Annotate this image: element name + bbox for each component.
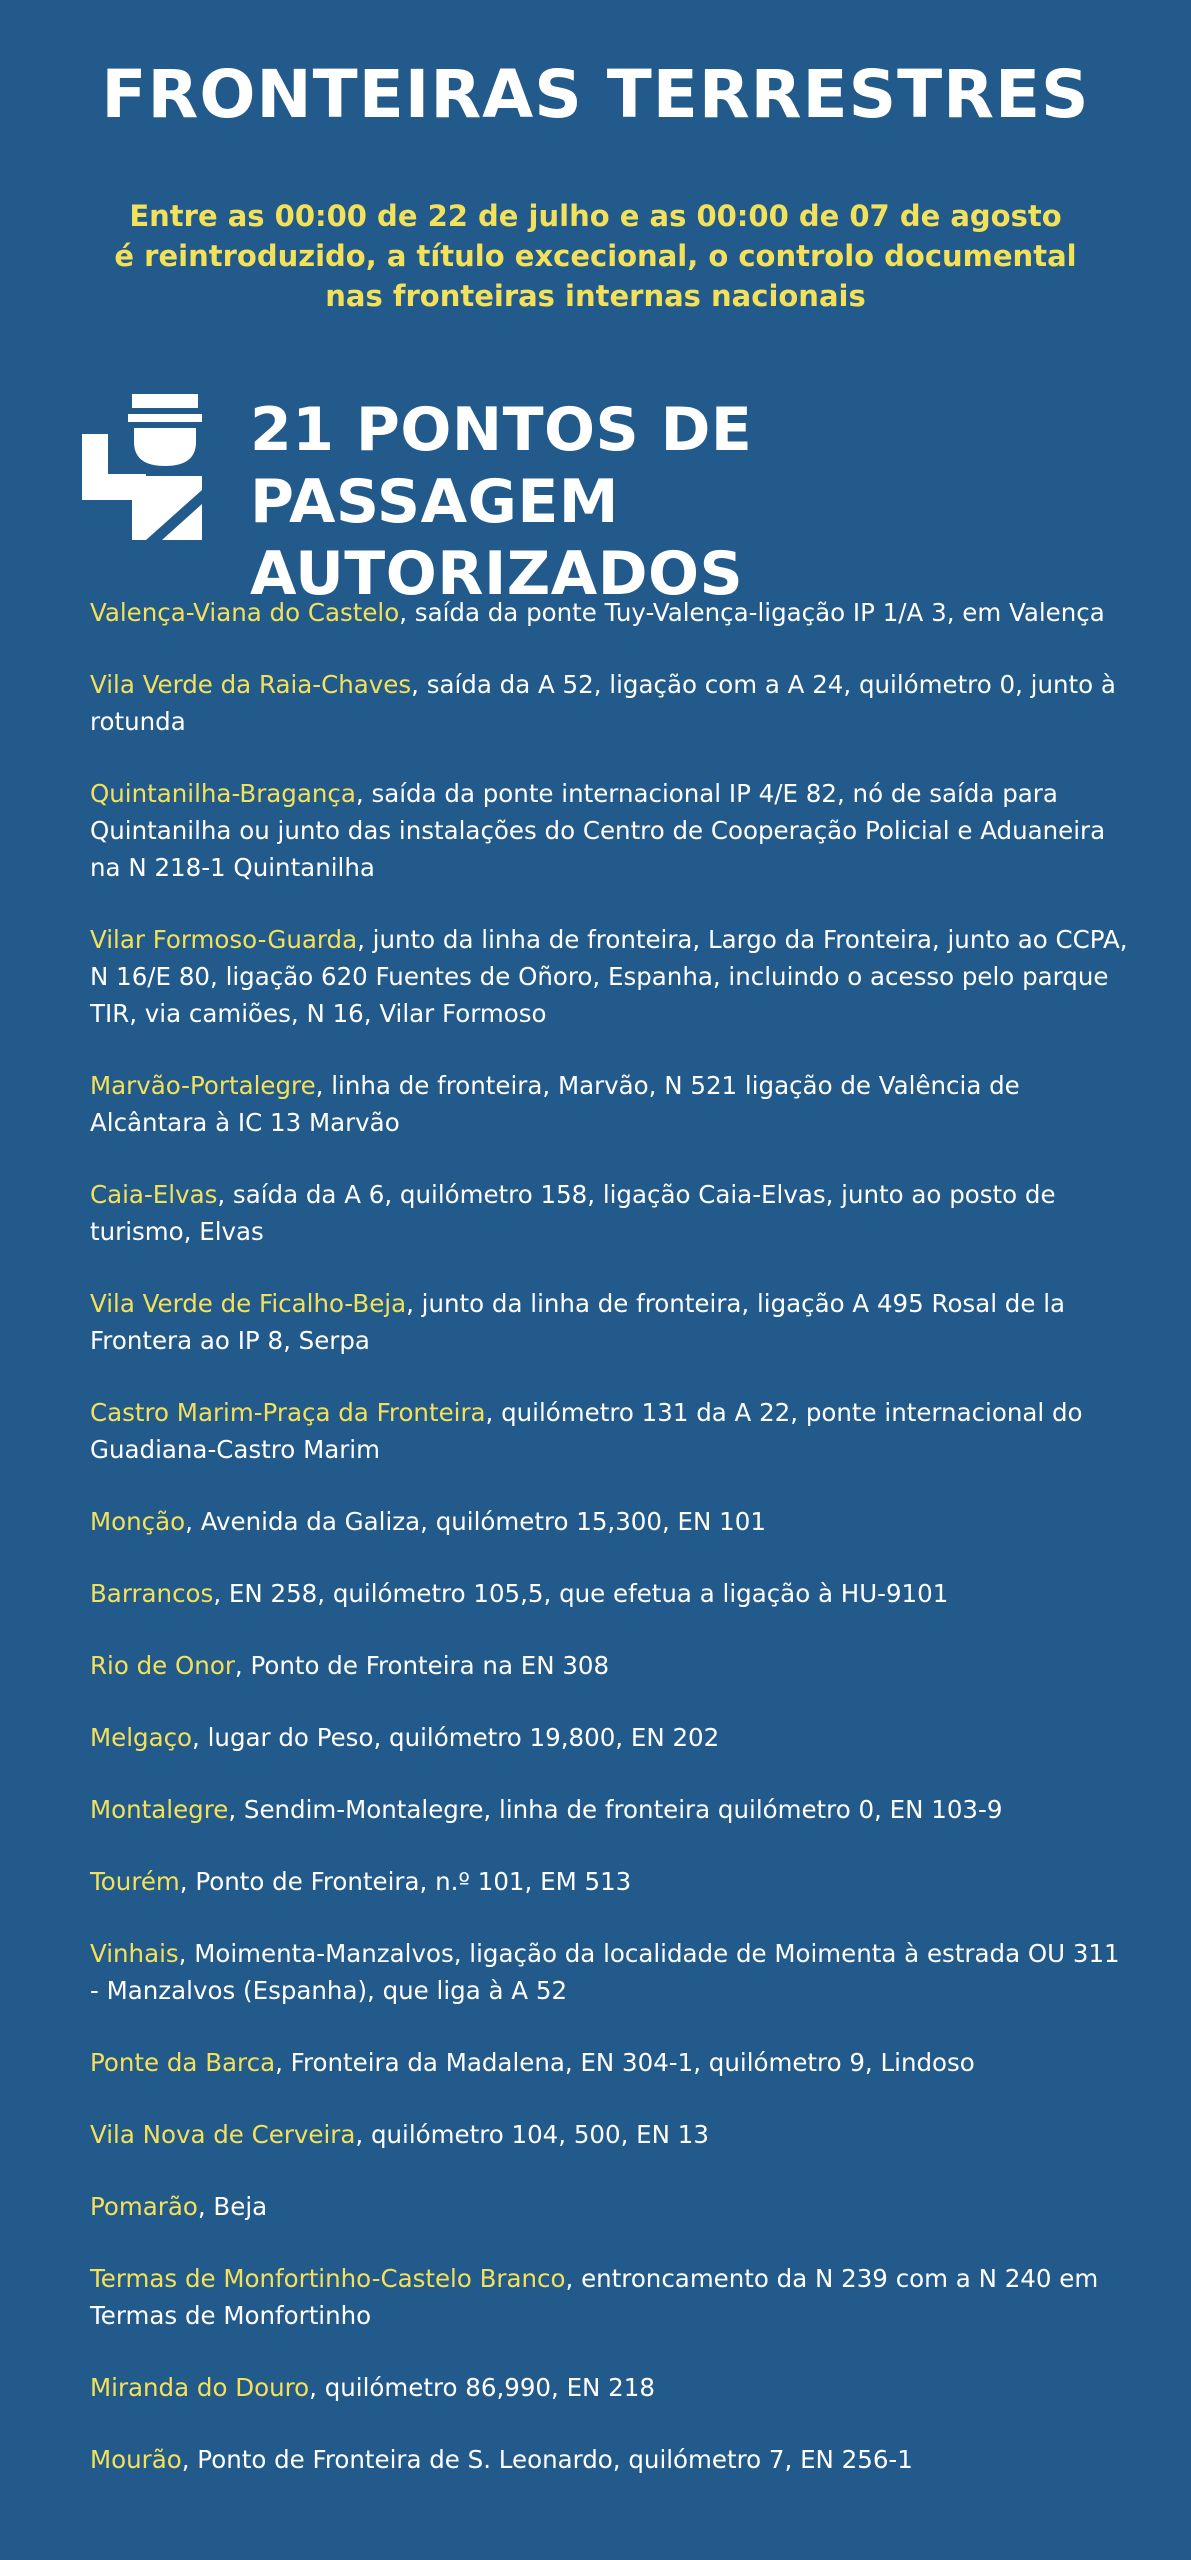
border-officer-icon <box>82 394 202 540</box>
crossing-point-item <box>90 1394 1130 1468</box>
heading-line-2: AUTORIZADOS <box>250 539 744 609</box>
intro-text <box>0 196 1191 316</box>
crossing-point-details: , quilómetro 86,990, EN 218 <box>309 2373 655 2402</box>
crossing-point-details: , saída da A 6, quilómetro 158, ligação Caia-Elvas, junto ao posto de turismo, Elvas <box>90 1180 1056 1246</box>
crossing-point-item <box>90 1935 1130 2009</box>
crossing-point-name: Montalegre <box>90 1795 229 1824</box>
crossing-point-item <box>90 1863 1130 1900</box>
crossing-point-name: Quintanilha-Bragança <box>90 779 356 808</box>
crossing-point-name: Vinhais <box>90 1939 179 1968</box>
crossing-point-details: , quilómetro 131 da A 22, ponte internacional do Guadiana-Castro Marim <box>90 1398 1083 1464</box>
crossing-point-name: Marvão-Portalegre <box>90 1071 316 1100</box>
crossing-point-details: , saída da ponte internacional IP 4/E 82, nó de saída para Quintanilha ou junto das instalações do Centro de Cooperação Policial e Aduaneira na N 218-1 Quintanilha <box>90 779 1106 882</box>
crossing-point-item <box>90 775 1130 886</box>
crossing-point-item <box>90 666 1130 740</box>
intro-line-2: é reintroduzido, a título excecional, o controlo documental <box>114 239 1077 273</box>
crossing-point-item <box>90 1067 1130 1141</box>
page-title: FRONTEIRAS TERRESTRES <box>101 56 1090 133</box>
crossing-point-item <box>90 1719 1130 1756</box>
crossing-point-name: Valença-Viana do Castelo <box>90 598 400 627</box>
section-heading <box>82 394 1142 609</box>
crossing-point-name: Monção <box>90 1507 186 1536</box>
intro-line-1: Entre as 00:00 de 22 de julho e as 00:00 de 07 de agosto <box>129 199 1062 233</box>
crossing-point-details: , Ponto de Fronteira na EN 308 <box>234 1651 610 1680</box>
crossing-point-item <box>90 1647 1130 1684</box>
crossing-point-details: , saída da ponte Tuy-Valença-ligação IP 1/A 3, em Valença <box>399 598 1105 627</box>
section-heading-text <box>250 394 1142 610</box>
crossing-point-details: , Avenida da Galiza, quilómetro 15,300, EN 101 <box>185 1507 766 1536</box>
crossing-point-details: , Fronteira da Madalena, EN 304-1, quilómetro 9, Lindoso <box>275 2048 975 2077</box>
crossing-point-item <box>90 1503 1130 1540</box>
crossing-point-details: , EN 258, quilómetro 105,5, que efetua a ligação à HU-9101 <box>213 1579 949 1608</box>
crossing-point-name: Miranda do Douro <box>90 2373 310 2402</box>
crossing-point-name: Vila Verde da Raia-Chaves <box>90 670 412 699</box>
crossing-point-name: Vila Nova de Cerveira <box>90 2120 356 2149</box>
crossing-point-name: Vilar Formoso-Guarda <box>90 925 358 954</box>
crossing-point-item <box>90 2044 1130 2081</box>
crossing-point-item <box>90 2441 1130 2478</box>
crossing-point-item <box>90 2260 1130 2334</box>
crossing-point-item <box>90 921 1130 1032</box>
crossing-point-details: , Sendim-Montalegre, linha de fronteira quilómetro 0, EN 103-9 <box>228 1795 1003 1824</box>
crossing-point-name: Pomarão <box>90 2192 198 2221</box>
crossing-point-item <box>90 1176 1130 1250</box>
crossing-point-item <box>90 1791 1130 1828</box>
crossing-point-item <box>90 2116 1130 2153</box>
crossing-point-details: , junto da linha de fronteira, ligação A 495 Rosal de la Frontera ao IP 8, Serpa <box>90 1289 1066 1355</box>
crossing-point-details: , Ponto de Fronteira, n.º 101, EM 513 <box>179 1867 632 1896</box>
heading-line-1: 21 PONTOS DE PASSAGEM <box>250 395 753 537</box>
crossing-point-item <box>90 1285 1130 1359</box>
crossing-point-name: Caia-Elvas <box>90 1180 218 1209</box>
crossing-point-name: Vila Verde de Ficalho-Beja <box>90 1289 407 1318</box>
crossing-point-details: , Ponto de Fronteira de S. Leonardo, quilómetro 7, EN 256-1 <box>181 2445 913 2474</box>
crossing-point-details: , lugar do Peso, quilómetro 19,800, EN 202 <box>192 1723 720 1752</box>
crossing-points-list <box>90 594 1130 2513</box>
crossing-point-details: , quilómetro 104, 500, EN 13 <box>355 2120 709 2149</box>
crossing-point-item <box>90 2188 1130 2225</box>
crossing-point-name: Rio de Onor <box>90 1651 235 1680</box>
crossing-point-details: , entroncamento da N 239 com a N 240 em Termas de Monfortinho <box>90 2264 1099 2330</box>
crossing-point-item <box>90 594 1130 631</box>
crossing-point-item <box>90 1575 1130 1612</box>
crossing-point-name: Ponte da Barca <box>90 2048 276 2077</box>
crossing-point-details: , linha de fronteira, Marvão, N 521 ligação de Valência de Alcântara à IC 13 Marvão <box>90 1071 1020 1137</box>
crossing-point-name: Barrancos <box>90 1579 214 1608</box>
crossing-point-details: , saída da A 52, ligação com a A 24, quilómetro 0, junto à rotunda <box>90 670 1116 736</box>
crossing-point-details: , junto da linha de fronteira, Largo da Fronteira, junto ao CCPA, N 16/E 80, ligação 620 Fuentes de Oñoro, Espanha, incluindo o acesso pelo parque TIR, via camiões, N 16, Vilar Formoso <box>90 925 1128 1028</box>
crossing-point-name: Melgaço <box>90 1723 193 1752</box>
crossing-point-details: , Moimenta-Manzalvos, ligação da localidade de Moimenta à estrada OU 311 - Manzalvos (Espanha), que liga à A 52 <box>90 1939 1120 2005</box>
crossing-point-name: Tourém <box>90 1867 180 1896</box>
crossing-point-name: Termas de Monfortinho-Castelo Branco <box>90 2264 566 2293</box>
crossing-point-item <box>90 2369 1130 2406</box>
crossing-point-details: , Beja <box>197 2192 268 2221</box>
crossing-point-name: Mourão <box>90 2445 182 2474</box>
intro-line-3: nas fronteiras internas nacionais <box>325 279 866 313</box>
crossing-point-name: Castro Marim-Praça da Fronteira <box>90 1398 486 1427</box>
